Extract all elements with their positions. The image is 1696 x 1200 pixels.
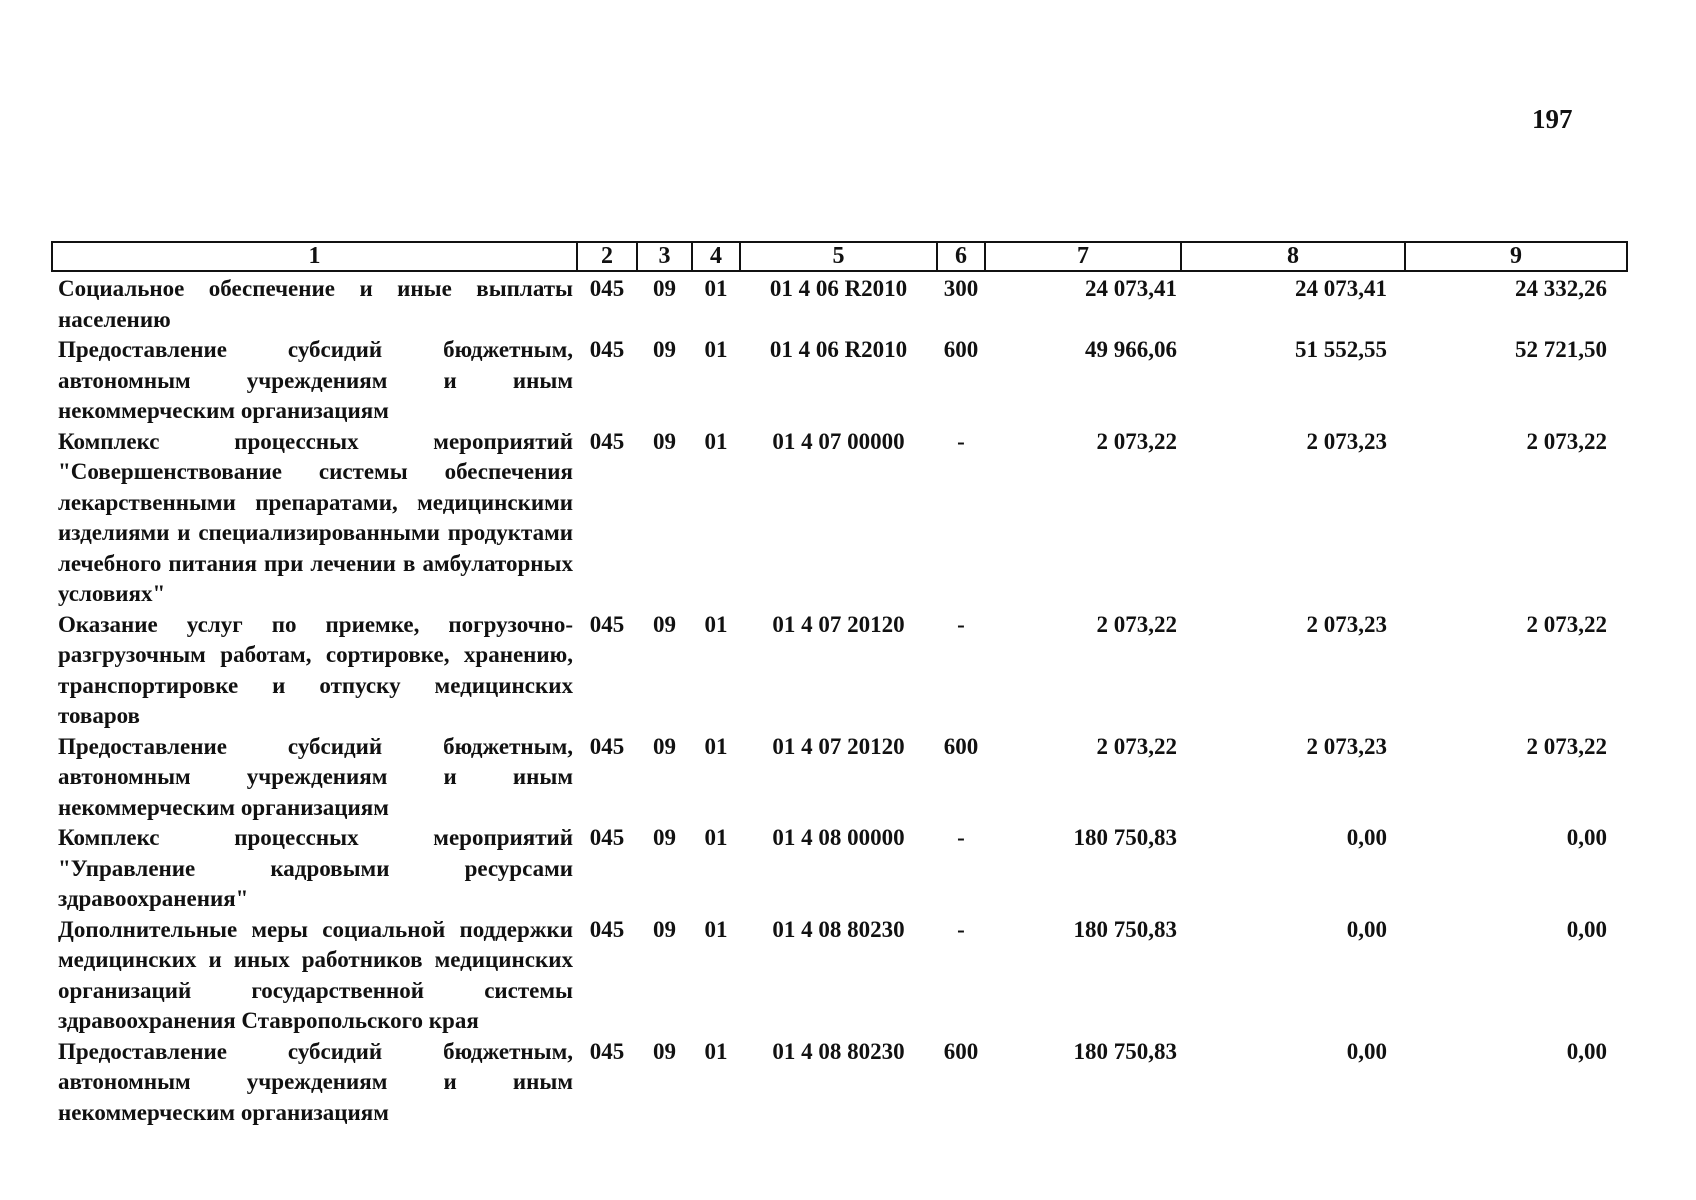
cell-code-5: 01 4 06 R2010	[769, 276, 908, 301]
cell-amount-8: 0,00	[1346, 1038, 1387, 1064]
cell-amount-9: 2 073,22	[1526, 733, 1607, 759]
cell-code-6: 600	[943, 733, 979, 759]
table-row	[52, 271, 1627, 335]
cell-code-2: 045	[589, 337, 625, 362]
cell-amount-9: 2 073,22	[1526, 611, 1607, 637]
cell-code-3: 09	[653, 428, 676, 454]
table-row	[52, 427, 1627, 610]
cell-amount-8: 2 073,23	[1306, 428, 1387, 454]
cell-amount-8: 2 073,23	[1306, 611, 1387, 637]
cell-code-2: 045	[589, 733, 625, 759]
cell-code-3: 09	[653, 337, 676, 362]
cell-code-4: 01	[704, 276, 728, 301]
cell-amount-9: 24 332,26	[1515, 276, 1607, 301]
table-row	[52, 823, 1627, 915]
cell-amount-8: 0,00	[1346, 825, 1387, 850]
cell-code-3: 09	[653, 916, 676, 942]
row-name: Комплекс процессных мероприятий "Совершенствование системы обеспечения лекарственными препаратами, медицинскими изделиями и специализированными продуктами лечебного питания при лечении в амбулаторных условиях"	[58, 428, 573, 606]
column-header: 5	[740, 242, 937, 271]
cell-amount-7: 180 750,83	[1073, 1038, 1177, 1064]
column-header: 7	[985, 242, 1181, 271]
row-name: Оказание услуг по приемке, погрузочно-разгрузочным работам, сортировке, хранению, транспортировке и отпуску медицинских товаров	[58, 611, 573, 728]
column-header: 1	[52, 242, 577, 271]
cell-code-5: 01 4 08 80230	[772, 1038, 905, 1064]
table-row	[52, 1037, 1627, 1129]
cell-code-4: 01	[704, 733, 728, 759]
cell-amount-7: 180 750,83	[1073, 916, 1177, 942]
cell-amount-7: 24 073,41	[1085, 276, 1177, 301]
cell-code-4: 01	[704, 916, 728, 942]
cell-code-3: 09	[653, 1038, 676, 1064]
row-name: Дополнительные меры социальной поддержки медицинских и иных работников медицинских организаций государственной системы здравоохранения Ставропольского края	[58, 916, 573, 1033]
cell-code-3: 09	[653, 733, 676, 759]
cell-amount-9: 0,00	[1566, 825, 1607, 850]
cell-code-2: 045	[589, 916, 625, 942]
row-name: Комплекс процессных мероприятий "Управление кадровыми ресурсами здравоохранения"	[58, 825, 573, 911]
cell-code-4: 01	[704, 337, 728, 362]
cell-code-4: 01	[704, 428, 728, 454]
cell-amount-8: 24 073,41	[1295, 276, 1387, 301]
cell-code-5: 01 4 07 00000	[772, 428, 905, 454]
row-name: Предоставление субсидий бюджетным, автономным учреждениям и иным некоммерческим организациям	[58, 1038, 573, 1125]
cell-code-4: 01	[704, 611, 728, 637]
cell-code-3: 09	[653, 825, 676, 850]
row-name: Предоставление субсидий бюджетным, автономным учреждениям и иным некоммерческим организациям	[58, 733, 573, 820]
budget-table	[51, 241, 1628, 1128]
cell-amount-9: 2 073,22	[1526, 428, 1607, 454]
cell-code-2: 045	[589, 1038, 625, 1064]
cell-code-2: 045	[589, 276, 625, 301]
table-header	[52, 242, 1627, 271]
cell-amount-8: 2 073,23	[1306, 733, 1387, 759]
cell-code-3: 09	[653, 611, 676, 637]
cell-code-4: 01	[704, 1038, 728, 1064]
cell-code-6: -	[957, 916, 965, 942]
cell-amount-8: 51 552,55	[1295, 337, 1387, 362]
cell-amount-9: 0,00	[1566, 916, 1607, 942]
cell-code-6: 600	[943, 337, 979, 362]
cell-code-5: 01 4 08 00000	[772, 825, 905, 850]
table-row	[52, 732, 1627, 824]
column-header: 6	[937, 242, 985, 271]
cell-amount-7: 2 073,22	[1096, 428, 1177, 454]
cell-code-5: 01 4 08 80230	[772, 916, 905, 942]
cell-code-3: 09	[653, 276, 676, 301]
column-header: 4	[692, 242, 740, 271]
cell-amount-7: 2 073,22	[1096, 733, 1177, 759]
cell-code-6: 300	[943, 276, 979, 301]
cell-code-6: -	[957, 825, 965, 850]
page-number: 197	[1532, 104, 1573, 134]
cell-code-4: 01	[704, 825, 728, 850]
row-name: Предоставление субсидий бюджетным, автономным учреждениям и иным некоммерческим организациям	[58, 337, 573, 423]
cell-code-6: -	[957, 428, 965, 454]
row-name: Социальное обеспечение и иные выплаты населению	[58, 276, 573, 332]
cell-amount-9: 0,00	[1566, 1038, 1607, 1064]
cell-code-6: 600	[943, 1038, 979, 1064]
table-row	[52, 335, 1627, 427]
cell-amount-8: 0,00	[1346, 916, 1387, 942]
cell-code-2: 045	[589, 825, 625, 850]
cell-amount-7: 49 966,06	[1085, 337, 1177, 362]
column-header: 9	[1405, 242, 1627, 271]
table-row	[52, 915, 1627, 1037]
cell-code-5: 01 4 06 R2010	[769, 337, 908, 362]
table-body	[52, 271, 1627, 1128]
cell-code-6: -	[957, 611, 965, 637]
cell-code-5: 01 4 07 20120	[772, 733, 905, 759]
cell-amount-7: 180 750,83	[1073, 825, 1177, 850]
cell-code-2: 045	[589, 611, 625, 637]
column-header: 2	[577, 242, 637, 271]
cell-amount-7: 2 073,22	[1096, 611, 1177, 637]
column-header: 8	[1181, 242, 1405, 271]
cell-code-2: 045	[589, 428, 625, 454]
column-header: 3	[637, 242, 692, 271]
cell-amount-9: 52 721,50	[1515, 337, 1607, 362]
cell-code-5: 01 4 07 20120	[772, 611, 905, 637]
table-row	[52, 610, 1627, 732]
header-row	[52, 242, 1627, 271]
